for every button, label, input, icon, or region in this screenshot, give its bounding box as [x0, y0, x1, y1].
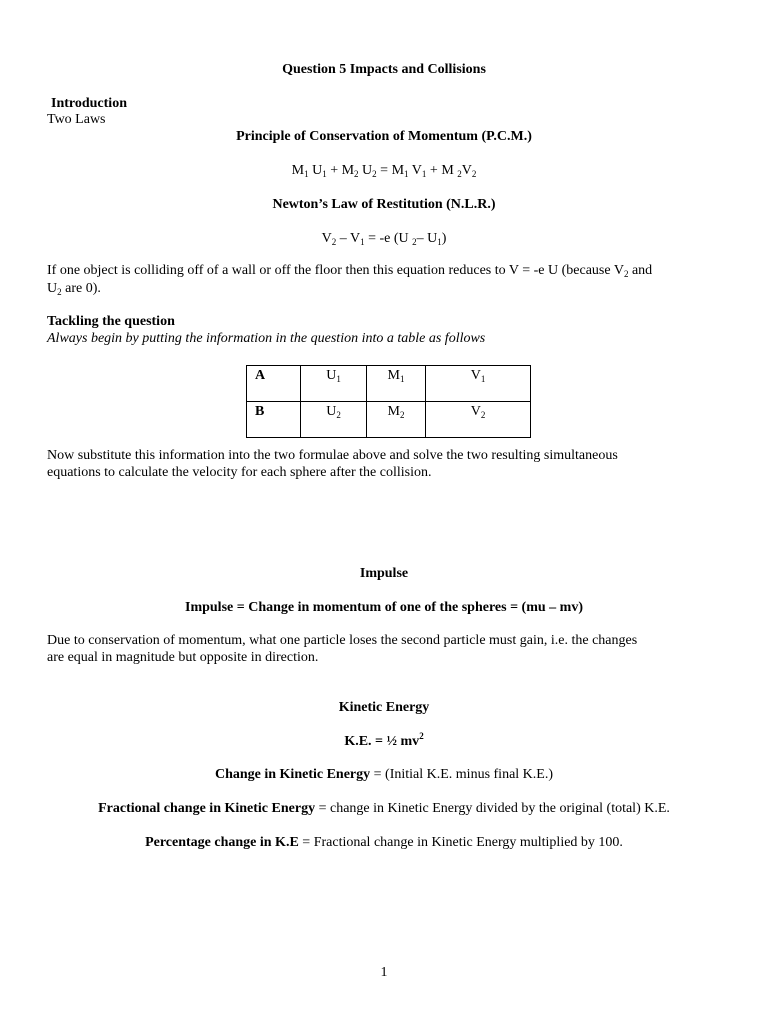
table-cell-m: $M_2$ [367, 402, 426, 438]
fractional-ke-line: Fractional change in Kinetic Energy = change in Kinetic Energy divided by the original (total) K.E. [98, 801, 670, 816]
conservation-line-1: Due to conservation of momentum, what one particle loses the second particle must gain, i.e. the changes [47, 633, 638, 648]
tackling-heading: Tackling the question [47, 314, 175, 329]
table-cell-v: $V_2$ [426, 402, 531, 438]
introduction-heading: Introduction [51, 96, 127, 111]
pcm-heading: Principle of Conservation of Momentum (P.C.M.) [236, 129, 532, 144]
tackling-instruction: Always begin by putting the information in the question into a table as follows [47, 331, 486, 346]
nlr-heading: Newton’s Law of Restitution (N.L.R.) [272, 197, 496, 212]
nlr-equation: $V_2 - V_1 = -e$ (U $_2$– $U_1$) [321, 231, 447, 247]
table-cell-label: B [247, 402, 301, 438]
percentage-ke-line: Percentage change in K.E = Fractional change in Kinetic Energy multiplied by 100. [145, 835, 623, 850]
substitute-line-1: Now substitute this information into the two formulae above and solve the two resulting simultaneous [47, 448, 618, 463]
pcm-equation: $M_1$ $U_1 + M_2$ $U_2 = M_1$ $V_1 + M$ $_2V_2$ [291, 163, 477, 179]
table-cell-u: $U_2$ [301, 402, 367, 438]
sphere-info-table [246, 365, 531, 438]
wall-reduction-line-1: If one object is colliding off of a wall or off the floor then this equation reduces to V = -e U (because $V_2$ and [47, 263, 653, 279]
change-ke-line: Change in Kinetic Energy = (Initial K.E. minus final K.E.) [214, 767, 554, 782]
impulse-heading: Impulse [359, 566, 409, 581]
substitute-line-2: equations to calculate the velocity for each sphere after the collision. [47, 465, 432, 480]
wall-reduction-line-2: $U_2$ are 0). [47, 281, 101, 297]
two-laws-text: Two Laws [47, 112, 106, 127]
table-row [247, 402, 531, 438]
kinetic-energy-equation: K.E. = ½ $mv^2$ [344, 731, 424, 749]
table-cell-u: $U_1$ [301, 366, 367, 402]
impulse-equation: Impulse = Change in momentum of one of the spheres = (mu – mv) [185, 600, 583, 615]
kinetic-energy-heading: Kinetic Energy [338, 700, 430, 715]
table-cell-m: $M_1$ [367, 366, 426, 402]
table-cell-v: $V_1$ [426, 366, 531, 402]
table-row [247, 366, 531, 402]
page-number: 1 [380, 965, 388, 980]
conservation-line-2: are equal in magnitude but opposite in direction. [47, 650, 319, 665]
document-title: Question 5 Impacts and Collisions [282, 62, 486, 77]
table-cell-label: A [247, 366, 301, 402]
